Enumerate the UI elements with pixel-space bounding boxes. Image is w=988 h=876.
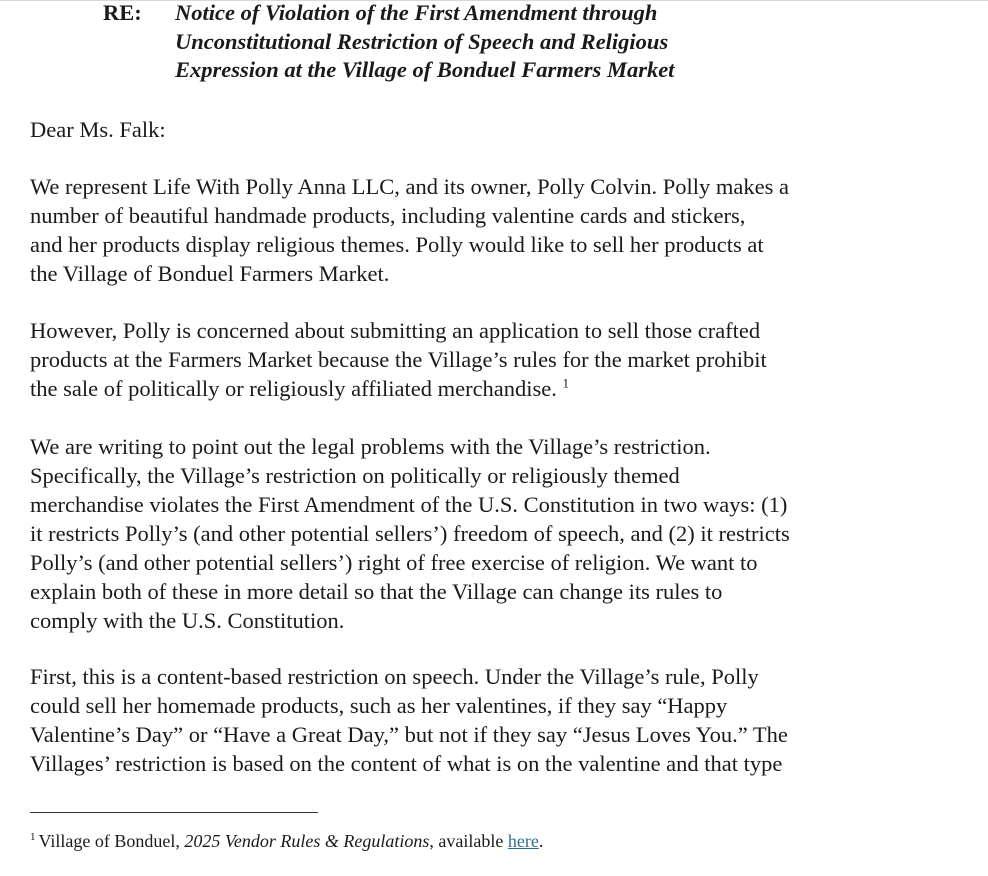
paragraph-line: explain both of these in more detail so that the Village can change its rules to: [30, 579, 723, 604]
paragraph-line: However, Polly is concerned about submitting an application to sell those crafted: [30, 318, 761, 343]
footnote-middle: , available: [429, 831, 508, 851]
footnote-title: 2025 Vendor Rules & Regulations: [184, 831, 430, 851]
paragraph-line: We are writing to point out the legal problems with the Village’s restriction.: [30, 434, 711, 459]
paragraph-line: First, this is a content-based restriction on speech. Under the Village’s rule, Polly: [30, 664, 759, 689]
paragraph-line: and her products display religious themes. Polly would like to sell her products at: [30, 232, 764, 257]
paragraph-concern: [30, 316, 975, 403]
paragraph-line: comply with the U.S. Constitution.: [30, 608, 345, 633]
footnote-prefix: Village of Bonduel,: [38, 831, 185, 851]
footnote-divider: [30, 812, 318, 813]
footnote-reference[interactable]: 1: [562, 375, 570, 391]
subject-line: Unconstitutional Restriction of Speech and Religious: [175, 28, 669, 54]
subject-line: Notice of Violation of the First Amendment through: [175, 0, 658, 25]
footnote-suffix: .: [538, 831, 544, 851]
paragraph-line: Villages’ restriction is based on the content of what is on the valentine and that type: [30, 751, 783, 776]
salutation-text: Dear Ms. Falk:: [30, 117, 166, 142]
salutation: [30, 115, 975, 144]
footnote-number: 1: [30, 831, 36, 843]
paragraph-content-based: [30, 662, 975, 778]
paragraph-intro: [30, 172, 975, 288]
paragraph-line: Valentine’s Day” or “Have a Great Day,” but not if they say “Jesus Loves You.” The: [30, 722, 788, 747]
paragraph-line: We represent Life With Polly Anna LLC, and its owner, Polly Colvin. Polly makes a: [30, 174, 789, 199]
paragraph-line: Polly’s (and other potential sellers’) right of free exercise of religion. We want to: [30, 550, 758, 575]
paragraph-line: products at the Farmers Market because the Village’s rules for the market prohibit: [30, 347, 767, 372]
paragraph-line: Specifically, the Village’s restriction on politically or religiously themed: [30, 463, 680, 488]
re-label: RE:: [103, 0, 142, 25]
footnote: [30, 829, 543, 853]
paragraph-line: the sale of politically or religiously affiliated merchandise.: [30, 376, 557, 401]
subject-line: Expression at the Village of Bonduel Farmers Market: [175, 57, 675, 82]
paragraph-line: merchandise violates the First Amendment of the U.S. Constitution in two ways: (1): [30, 492, 788, 517]
paragraph-line: could sell her homemade products, such as her valentines, if they say “Happy: [30, 693, 728, 718]
paragraph-legal-problems: [30, 432, 975, 635]
re-subject: [175, 0, 965, 85]
paragraph-line: number of beautiful handmade products, including valentine cards and stickers,: [30, 203, 746, 228]
paragraph-line-with-ref: [30, 374, 975, 403]
paragraph-line: it restricts Polly’s (and other potential sellers’) freedom of speech, and (2) it restricts: [30, 521, 790, 546]
footnote-link[interactable]: here: [507, 831, 539, 851]
paragraph-line: the Village of Bonduel Farmers Market.: [30, 261, 390, 286]
